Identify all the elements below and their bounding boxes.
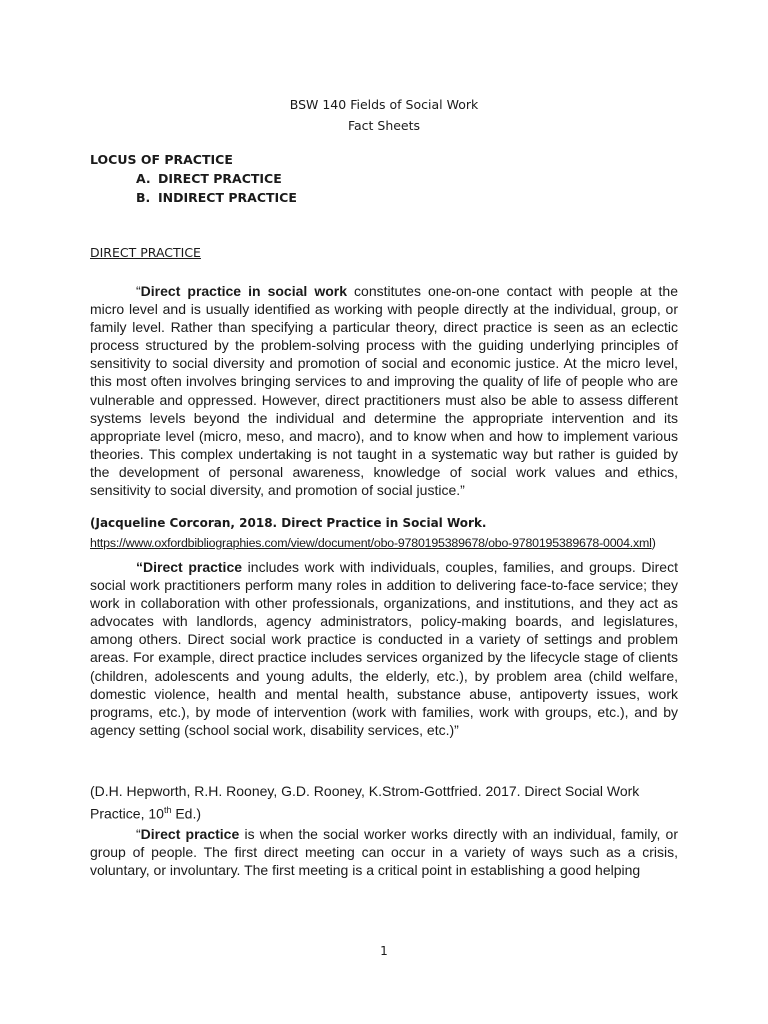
- citation-link[interactable]: https://www.oxfordbibliographies.com/view/document/obo-9780195389678/obo-9780195389678-0004.xml: [90, 536, 652, 550]
- open-quote: “: [136, 283, 141, 299]
- citation-close: ): [651, 536, 656, 550]
- list-item-label: INDIRECT PRACTICE: [158, 190, 297, 205]
- locus-heading: LOCUS OF PRACTICE: [90, 152, 233, 167]
- paragraph-3: [90, 825, 678, 879]
- citation-2: [90, 782, 690, 823]
- page-number: 1: [380, 944, 388, 958]
- locus-of-practice: [90, 150, 297, 207]
- bold-term: Direct practice: [140, 826, 240, 842]
- citation-superscript: th: [163, 804, 172, 815]
- list-item: [90, 169, 297, 188]
- citation-1: (Jacqueline Corcoran, 2018. Direct Practice in Social Work.: [90, 516, 487, 530]
- bold-term: Direct practice in social work: [140, 283, 347, 299]
- title-line-2: Fact Sheets: [347, 118, 421, 133]
- title-line-1: BSW 140 Fields of Social Work: [289, 97, 479, 112]
- citation-end: Ed.): [171, 805, 202, 822]
- paragraph-text: includes work with individuals, couples, families, and groups. Direct social work practitioners perform many roles in addition to delivering face-to-face service; they work in collaboration with other professionals, organizations, and institutions, and they act as advocates with landlords, agency administrators, policy-making boards, and legislatures, among others. Direct social work practice is conducted in a variety of settings and problem areas. For example, direct practice includes services organized by the lifecycle stage of clients (children, adolescents and young adults, the elderly, etc.), by problem area (child welfare, domestic violence, health and mental health, substance abuse, antipoverty issues, work programs, etc.), by mode of intervention (work with families, work with groups, etc.), and by agency setting (school social work, disability services, etc.)”: [90, 559, 678, 738]
- list-item: [90, 188, 297, 207]
- citation-main: (D.H. Hepworth, R.H. Rooney, G.D. Rooney, K.Strom-Gottfried. 2017. Direct Social Work Practice, 10: [90, 783, 640, 822]
- locus-list: [90, 169, 297, 207]
- list-item-label: DIRECT PRACTICE: [158, 171, 282, 186]
- bold-term: “Direct practice: [136, 559, 243, 575]
- paragraph-1: [90, 282, 678, 499]
- list-marker: A.: [136, 171, 151, 186]
- citation-url-line: [90, 534, 690, 552]
- open-quote: “: [136, 826, 141, 842]
- paragraph-text: is when the social worker works directly with an individual, family, or group of people. The first direct meeting can occur in a variety of ways such as a crisis, voluntary, or involuntary. The first meeting is a critical point in establishing a good helping: [90, 826, 678, 879]
- paragraph-text: constitutes one-on-one contact with people at the micro level and is usually identified as working with people directly at the individual, group, or family level. Rather than specifying a particular theory, direct practice is seen as an eclectic process structured by the problem-solving process with the guiding underlying principles of sensitivity to social diversity and promotion of social and economic justice. At the micro level, this most often involves bringing services to and improving the quality of life of people who are vulnerable and oppressed. However, direct practitioners must also be able to assess different systems levels beyond the individual and determine the appropriate intervention and its appropriate level (micro, meso, and macro), and to know when and how to implement various theories. This complex undertaking is not taught in a systematic way but rather is guided by the development of personal awareness, knowledge of social work values and ethics, sensitivity to social diversity, and promotion of social justice.”: [90, 283, 678, 499]
- paragraph-2: [90, 558, 678, 739]
- document-title: [0, 94, 768, 136]
- section-heading: DIRECT PRACTICE: [90, 245, 201, 260]
- list-marker: B.: [136, 190, 151, 205]
